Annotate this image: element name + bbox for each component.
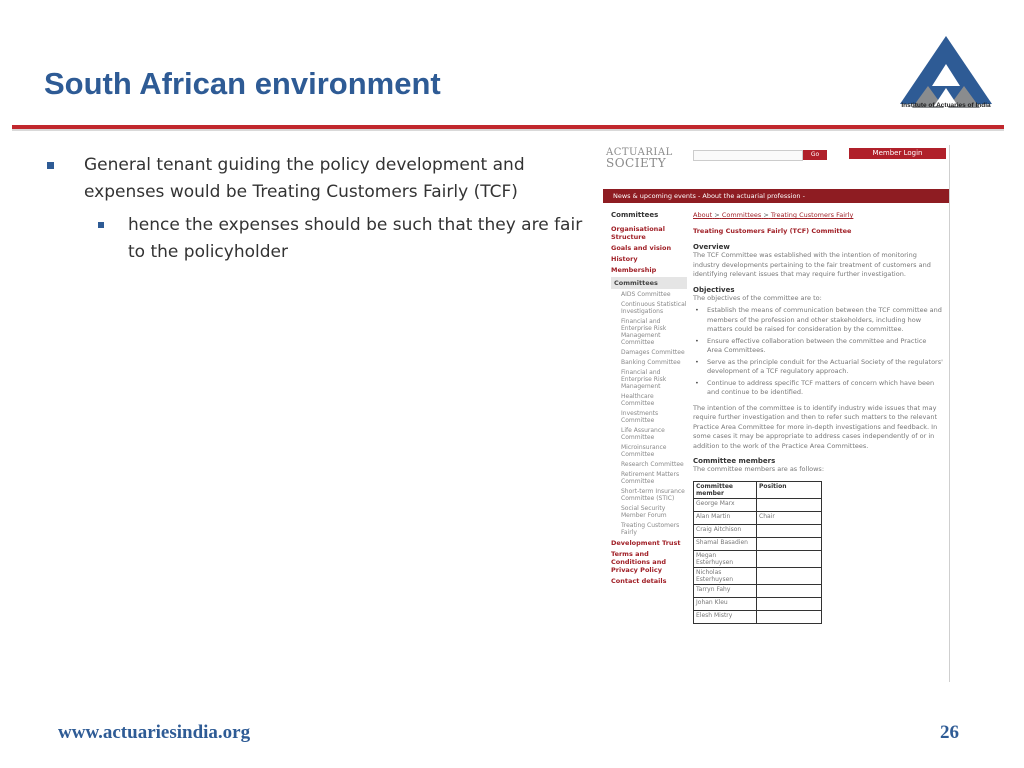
sidebar-item[interactable]: History	[611, 255, 638, 263]
table-cell	[757, 597, 822, 610]
objectives-intro: The objectives of the committee are to:	[693, 293, 822, 302]
sidebar-subitem[interactable]: Retirement Matters Committee	[621, 471, 680, 485]
list-item: • Establish the means of communication between the TCF committee and members of the profession and other stakeholders, including how matters could be raised for consideration by the committee.	[693, 306, 943, 335]
list-item: • Continue to address specific TCF matters of concern which have been and continue to be identified.	[693, 379, 943, 398]
sidebar-subitem[interactable]: Research Committee	[621, 461, 684, 468]
breadcrumb-about[interactable]: About	[693, 211, 713, 219]
sidebar-item[interactable]: Organisational Structure	[611, 225, 665, 241]
sidebar-subitem[interactable]: Social Security Member Forum	[621, 505, 667, 519]
sidebar-subitem[interactable]: Life Assurance Committee	[621, 427, 665, 441]
sidebar-subitem[interactable]: Treating Customers Fairly	[621, 522, 680, 536]
page-title: Treating Customers Fairly (TCF) Committee	[693, 227, 852, 235]
bullet-list	[44, 152, 589, 266]
table-row	[694, 550, 822, 567]
table-cell: George Marx	[694, 498, 757, 511]
sidebar-subitem[interactable]: Banking Committee	[621, 359, 681, 366]
table-cell	[757, 524, 822, 537]
sidebar-subitem[interactable]: Damages Committee	[621, 349, 685, 356]
bullet-text: hence the expenses should be such that they are fair to the policyholder	[128, 215, 583, 262]
sidebar-item[interactable]: Goals and vision	[611, 244, 672, 252]
search-go-button[interactable]: Go	[803, 150, 827, 160]
list-item: • Ensure effective collaboration between the committee and Practice Area Committees.	[693, 337, 943, 356]
slide-title: South African environment	[44, 66, 441, 101]
objectives-list	[693, 306, 943, 398]
site-sidebar	[611, 211, 687, 588]
site-main-content	[693, 211, 943, 624]
sidebar-subitem[interactable]: AIDS Committee	[621, 291, 671, 298]
section-heading: Committee members	[693, 457, 776, 465]
breadcrumb-separator: >	[714, 211, 720, 219]
section-heading: Overview	[693, 243, 730, 251]
square-bullet-icon	[98, 222, 104, 228]
bullet-level2	[44, 212, 589, 266]
page-number: 26	[940, 722, 959, 743]
actuarial-society-logo	[606, 148, 673, 168]
table-row	[694, 524, 822, 537]
logo-line2: SOCIETY	[606, 156, 667, 170]
sidebar-item[interactable]: Membership	[611, 266, 657, 274]
table-cell: Nicholas Esterhuysen	[694, 567, 757, 584]
member-login-button[interactable]: Member Login	[849, 148, 946, 159]
footer-url: www.actuariesindia.org	[58, 722, 251, 743]
header-rule-shadow	[12, 129, 1004, 131]
sidebar-subitem[interactable]: Short-term Insurance Committee (STIC)	[621, 488, 685, 502]
sidebar-item[interactable]: Contact details	[611, 577, 667, 585]
logo-line1: ACTUARIAL	[606, 147, 673, 158]
table-row	[694, 597, 822, 610]
table-row	[694, 537, 822, 550]
bullet-level1	[44, 152, 589, 206]
site-search-input[interactable]	[693, 150, 803, 161]
sidebar-item[interactable]: Development Trust	[611, 539, 681, 547]
list-item: • Serve as the principle conduit for the Actuarial Society of the regulators' development of a TCF regulatory approach.	[693, 358, 943, 377]
table-row	[694, 584, 822, 597]
section-heading: Objectives	[693, 285, 735, 294]
sidebar-subitem[interactable]: Healthcare Committee	[621, 393, 655, 407]
table-cell: Tarryn Fahy	[694, 584, 757, 597]
breadcrumb	[693, 211, 943, 219]
logo-caption: Institute of Actuaries of India	[901, 102, 991, 109]
column-header: Committee member	[694, 481, 757, 498]
square-bullet-icon	[47, 162, 54, 169]
intention-text: The intention of the committee is to identify industry wide issues that may require further investigation and then to refer such matters to the relevant Practice Area Committee for more in-depth investigations and feedback. In some cases it may be appropriate to address cases independently of or in addition to the work of the Practice Area Committees.	[693, 403, 938, 450]
bullet-text: General tenant guiding the policy development and expenses would be Treating Customers Fairly (TCF)	[84, 155, 525, 202]
table-cell: Alan Martin	[694, 511, 757, 524]
sidebar-item[interactable]: Terms and Conditions and Privacy Policy	[611, 550, 666, 574]
sidebar-item-active[interactable]: Committees	[611, 277, 687, 289]
website-screenshot	[603, 145, 950, 682]
table-row	[694, 511, 822, 524]
breadcrumb-separator: >	[763, 211, 769, 219]
table-cell	[757, 567, 822, 584]
column-header: Position	[757, 481, 822, 498]
breadcrumb-committees[interactable]: Committees	[721, 211, 762, 219]
table-cell	[757, 610, 822, 623]
table-cell	[757, 537, 822, 550]
table-cell	[757, 584, 822, 597]
overview-text: The TCF Committee was established with the intention of monitoring industry developments pertaining to the fair treatment of customers and identifying relevant issues that may require further investigation.	[693, 251, 931, 278]
members-intro: The committee members are as follows:	[693, 465, 825, 473]
table-header-row	[694, 481, 822, 498]
table-row	[694, 498, 822, 511]
table-cell: Chair	[757, 511, 822, 524]
sidebar-subitem[interactable]: Continuous Statistical Investigations	[621, 301, 687, 315]
sidebar-subitem[interactable]: Microinsurance Committee	[621, 444, 667, 458]
table-cell: Johan Kleu	[694, 597, 757, 610]
sidebar-subitem[interactable]: Financial and Enterprise Risk Management	[621, 369, 667, 390]
breadcrumb-tcf[interactable]: Treating Customers Fairly	[770, 211, 854, 219]
table-row	[694, 567, 822, 584]
table-cell	[757, 550, 822, 567]
members-table	[693, 481, 822, 624]
table-cell: Craig Aitchison	[694, 524, 757, 537]
table-cell	[757, 498, 822, 511]
table-row	[694, 610, 822, 623]
site-nav-bar[interactable]: News & upcoming events - About the actuarial profession -	[603, 189, 949, 203]
sidebar-heading: Committees	[611, 211, 659, 219]
table-cell: Elesh Mistry	[694, 610, 757, 623]
table-cell: Megan Esterhuysen	[694, 550, 757, 567]
sidebar-subitem[interactable]: Financial and Enterprise Risk Management Committee	[621, 318, 667, 346]
sidebar-subitem[interactable]: Investments Committee	[621, 410, 659, 424]
table-cell: Shamal Basadien	[694, 537, 757, 550]
